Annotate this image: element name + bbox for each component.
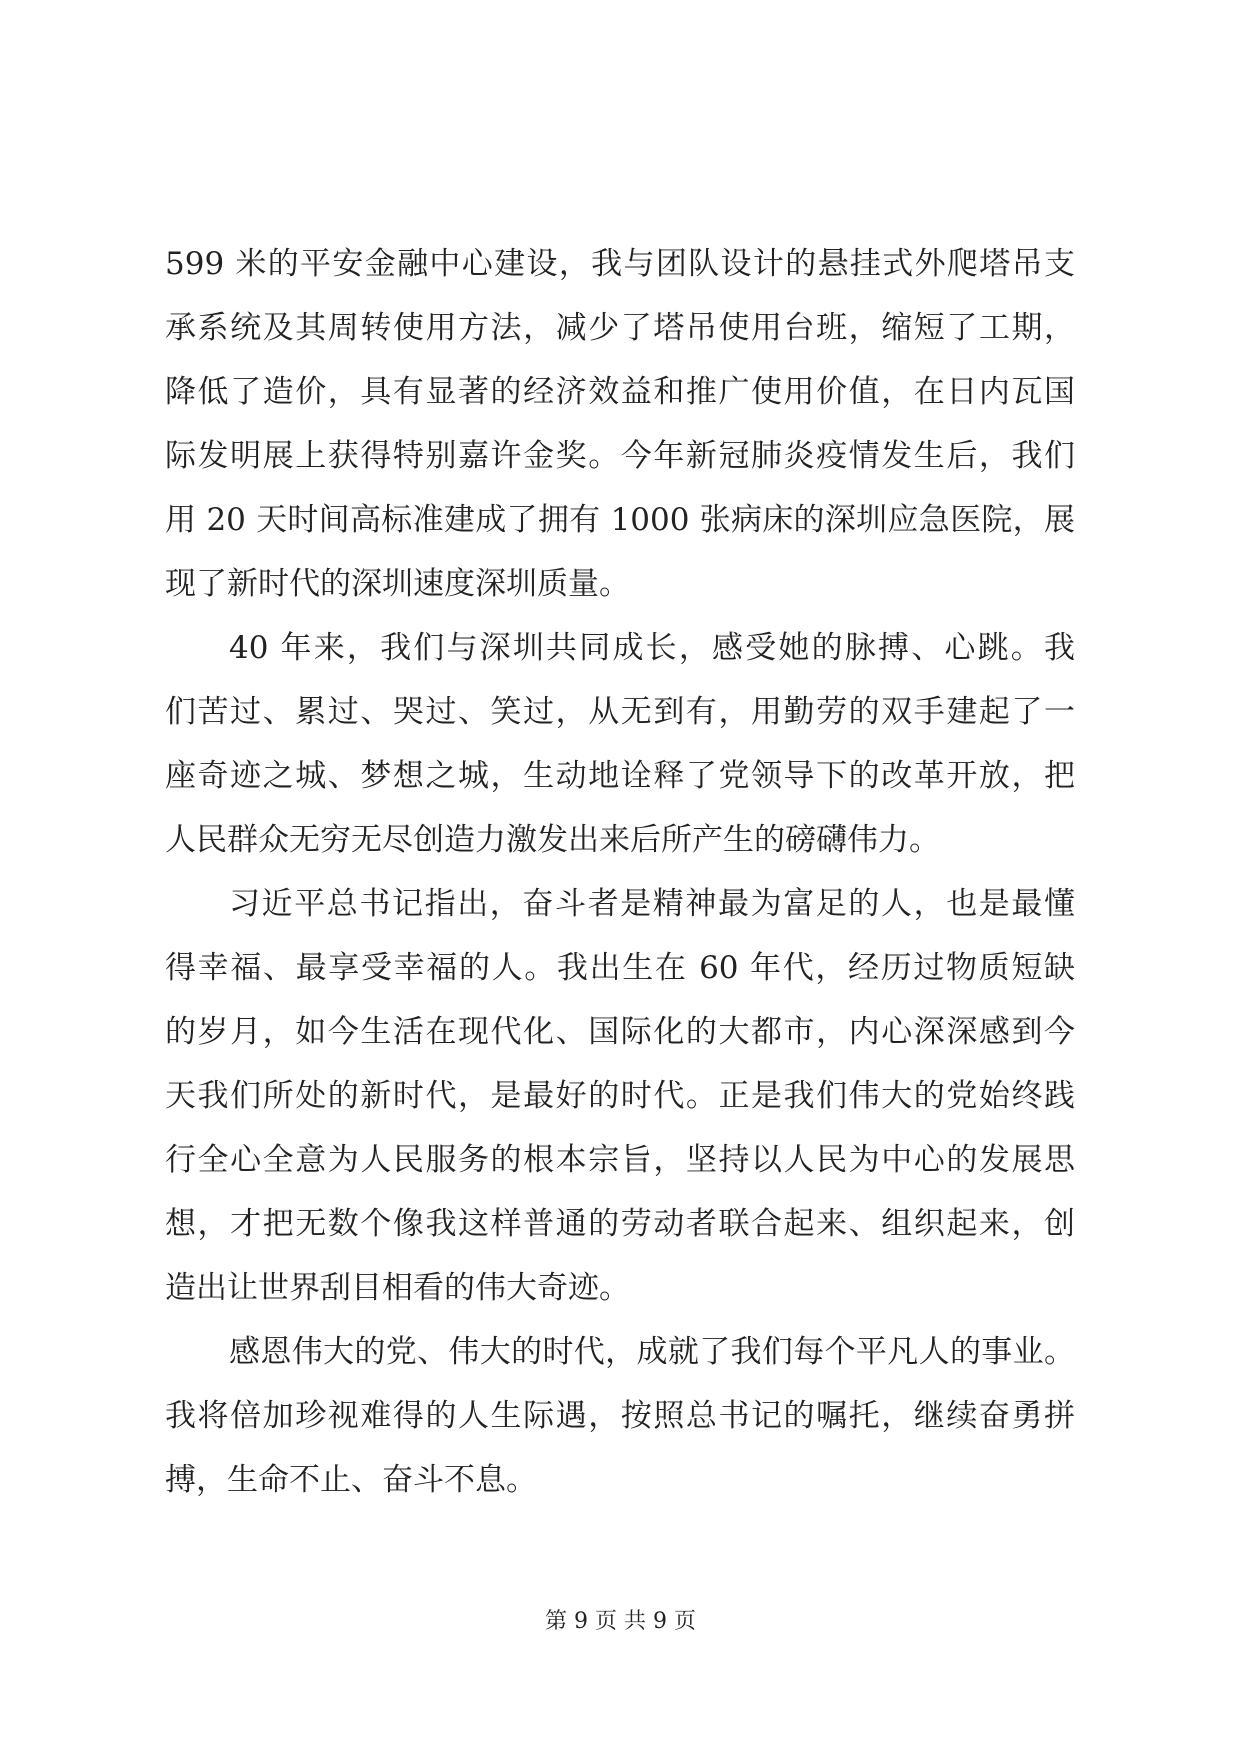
text-line: 599 米的平安金融中心建设，我与团队设计的悬挂式外爬塔吊支 bbox=[165, 246, 1075, 282]
text-line: 们苦过、累过、哭过、笑过，从无到有，用勤劳的双手建起了一 bbox=[165, 694, 1075, 730]
text-line: 得幸福、最享受幸福的人。我出生在 60 年代，经历过物质短缺 bbox=[165, 950, 1075, 986]
text-line: 天我们所处的新时代，是最好的时代。正是我们伟大的党始终践 bbox=[165, 1078, 1075, 1114]
text-line: 座奇迹之城、梦想之城，生动地诠释了党领导下的改革开放，把 bbox=[165, 758, 1075, 794]
document-body bbox=[165, 232, 1075, 1512]
paragraph bbox=[165, 1320, 1075, 1512]
paragraph bbox=[165, 232, 1075, 616]
text-line: 的岁月，如今生活在现代化、国际化的大都市，内心深深感到今 bbox=[165, 1014, 1075, 1050]
text-line: 习近平总书记指出，奋斗者是精神最为富足的人，也是最懂 bbox=[229, 886, 1075, 922]
text-line: 用 20 天时间高标准建成了拥有 1000 张病床的深圳应急医院，展 bbox=[165, 502, 1075, 538]
text-line: 降低了造价，具有显著的经济效益和推广使用价值，在日内瓦国 bbox=[165, 374, 1075, 410]
text-line: 承系统及其周转使用方法，减少了塔吊使用台班，缩短了工期， bbox=[165, 310, 1075, 346]
text-line: 想，才把无数个像我这样普通的劳动者联合起来、组织起来，创 bbox=[165, 1206, 1075, 1242]
paragraph bbox=[165, 872, 1075, 1320]
text-line: 行全心全意为人民服务的根本宗旨，坚持以人民为中心的发展思 bbox=[165, 1142, 1075, 1178]
text-line: 造出让世界刮目相看的伟大奇迹。 bbox=[165, 1270, 630, 1306]
page-footer: 第 9 页 共 9 页 bbox=[545, 1609, 696, 1634]
text-line: 感恩伟大的党、伟大的时代，成就了我们每个平凡人的事业。 bbox=[229, 1334, 1075, 1370]
text-line: 现了新时代的深圳速度深圳质量。 bbox=[165, 566, 630, 602]
text-line: 40 年来，我们与深圳共同成长，感受她的脉搏、心跳。我 bbox=[229, 630, 1075, 666]
text-line: 际发明展上获得特别嘉许金奖。今年新冠肺炎疫情发生后，我们 bbox=[165, 438, 1075, 474]
paragraph bbox=[165, 616, 1075, 872]
text-line: 我将倍加珍视难得的人生际遇，按照总书记的嘱托，继续奋勇拼 bbox=[165, 1398, 1075, 1434]
text-line: 搏，生命不止、奋斗不息。 bbox=[165, 1462, 537, 1498]
text-line: 人民群众无穷无尽创造力激发出来后所产生的磅礴伟力。 bbox=[165, 822, 940, 858]
